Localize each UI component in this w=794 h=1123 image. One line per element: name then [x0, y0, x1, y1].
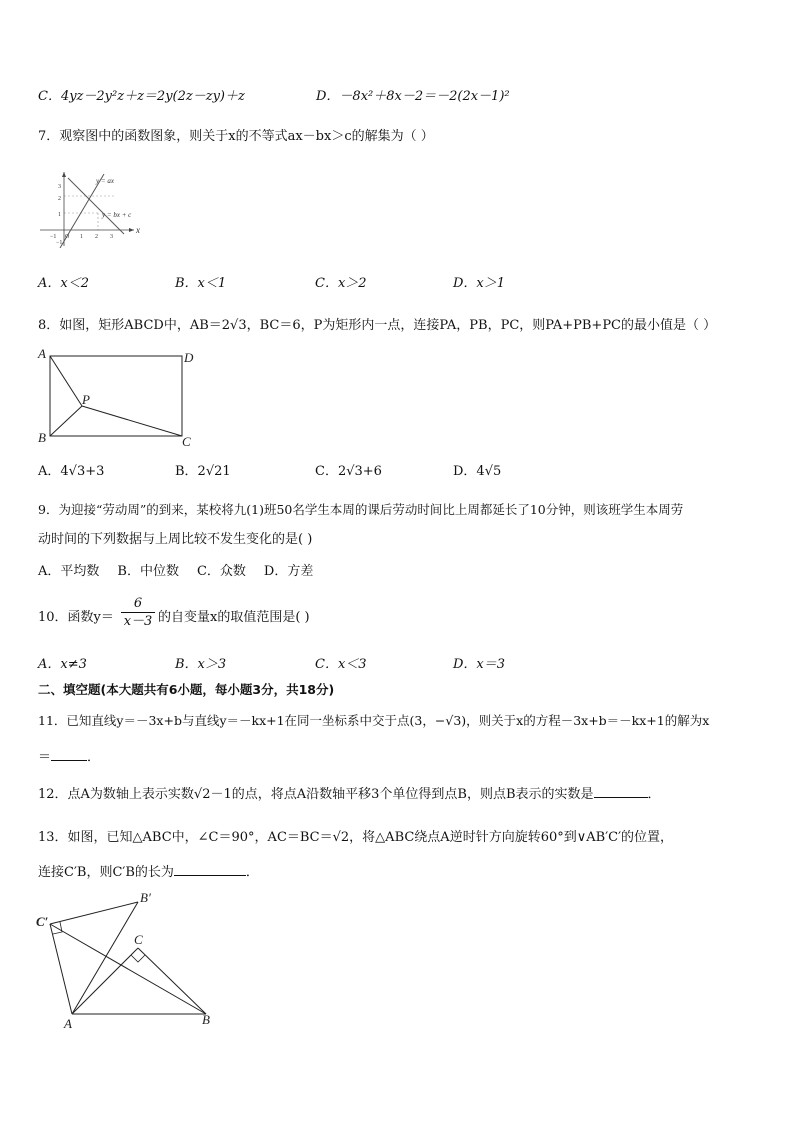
- svg-text:3: 3: [110, 234, 113, 240]
- q7-function-graph: [36, 168, 146, 248]
- q7-label-y-ax: y = ax: [96, 177, 114, 185]
- svg-text:P: P: [82, 392, 90, 407]
- svg-text:2: 2: [58, 196, 61, 202]
- svg-text:1: 1: [58, 212, 61, 218]
- svg-text:A: A: [38, 346, 46, 361]
- q13-rotation-figure: [34, 886, 224, 1028]
- q6-option-d: D．－8x²＋8x－2＝－2(2x－1)²: [316, 89, 510, 104]
- q10-option-c: C．x＜3: [315, 657, 367, 672]
- section-heading: 二、填空题(本大题共有6小题，每小题3分，共18分): [38, 682, 335, 697]
- q8-option-b: B．2√21: [175, 464, 231, 479]
- q8-rectangle-figure: [34, 344, 198, 448]
- svg-text:C: C: [134, 932, 143, 947]
- q10-option-a: A．x≠3: [38, 657, 87, 672]
- q10-denominator: x－3: [123, 614, 153, 629]
- q8-option-d: D．4√5: [453, 464, 502, 479]
- svg-text:B′: B′: [140, 890, 151, 905]
- q9-question-line2: 动时间的下列数据与上周比较不发生变化的是( ): [38, 532, 313, 547]
- q10-option-b: B．x＞3: [175, 657, 227, 672]
- svg-text:−1: −1: [50, 234, 57, 240]
- q8-option-a: A．4√3+3: [38, 464, 105, 479]
- q10-suffix: 的自变量x的取值范围是( ): [158, 610, 310, 625]
- svg-text:B: B: [38, 430, 46, 445]
- q13-question-line1: 13．如图，已知△ABC中，∠C＝90°，AC＝BC＝√2，将△ABC绕点A逆时针方向旋转60°到∨AB′C′的位置，: [38, 830, 674, 845]
- q13-answer-blank[interactable]: [174, 875, 246, 876]
- svg-text:−1: −1: [56, 240, 63, 246]
- q10-prefix: 10．函数y＝: [38, 610, 114, 625]
- q9-question-line1: 9．为迎接“劳动周”的到来，某校将九(1)班50名学生本周的课后劳动时间比上周都延长了10分钟，则该班学生本周劳: [38, 502, 684, 517]
- svg-text:A: A: [64, 1016, 72, 1028]
- q7-option-a: A．x＜2: [38, 276, 89, 291]
- q9-option-c: C．众数: [196, 564, 246, 579]
- svg-text:D: D: [184, 350, 194, 365]
- q8-option-c: C．2√3+6: [315, 464, 382, 479]
- q13-question-line2: 连接C′B，则C′B的长为 ．: [38, 865, 259, 880]
- q11-question-line2: ＝ ．: [38, 750, 101, 765]
- q7-line-y-bx-c: [68, 178, 124, 234]
- q9-options: [38, 563, 313, 581]
- q11-answer-blank[interactable]: [51, 760, 87, 761]
- q9-option-d: D．方差: [263, 564, 314, 579]
- q9-option-a: A．平均数: [38, 564, 100, 579]
- q12-answer-blank[interactable]: [594, 797, 648, 798]
- q10-option-d: D．x＝3: [453, 657, 506, 672]
- q7-option-c: C．x＞2: [315, 276, 367, 291]
- q10-fraction: [121, 596, 155, 631]
- q9-option-b: B．中位数: [117, 564, 179, 579]
- q7-option-b: B．x＜1: [175, 276, 227, 291]
- q7-option-d: D．x＞1: [453, 276, 506, 291]
- svg-text:3: 3: [58, 184, 61, 190]
- q8-question: 8．如图，矩形ABCD中，AB＝2√3，BC＝6，P为矩形内一点，连接PA，PB，PC，则PA+PB+PC的最小值是（ ）: [38, 318, 717, 333]
- svg-text:2: 2: [95, 234, 98, 240]
- q10-numerator: 6: [121, 596, 155, 613]
- svg-text:C′: C′: [36, 914, 49, 929]
- svg-text:B: B: [202, 1012, 210, 1027]
- q7-question: 7．观察图中的函数图象，则关于x的不等式ax－bx＞c的解集为（ ）: [38, 129, 434, 144]
- svg-text:O: O: [65, 234, 70, 240]
- q7-x-label: x: [136, 225, 140, 235]
- q7-label-y-bx-c: y = bx + c: [102, 211, 132, 219]
- svg-text:1: 1: [80, 234, 83, 240]
- q6-option-c: C．4yz－2y²z＋z＝2y(2z－zy)＋z: [38, 89, 245, 104]
- svg-text:C: C: [182, 434, 191, 448]
- q12-question: 12．点A为数轴上表示实数√2－1的点，将点A沿数轴平移3个单位得到点B，则点B表示的实数是 ．: [38, 787, 661, 802]
- q11-question-line1: 11．已知直线y＝－3x+b与直线y＝－kx+1在同一坐标系中交于点(3，−√3)，则关于x的方程－3x+b＝－kx+1的解为x: [38, 713, 710, 728]
